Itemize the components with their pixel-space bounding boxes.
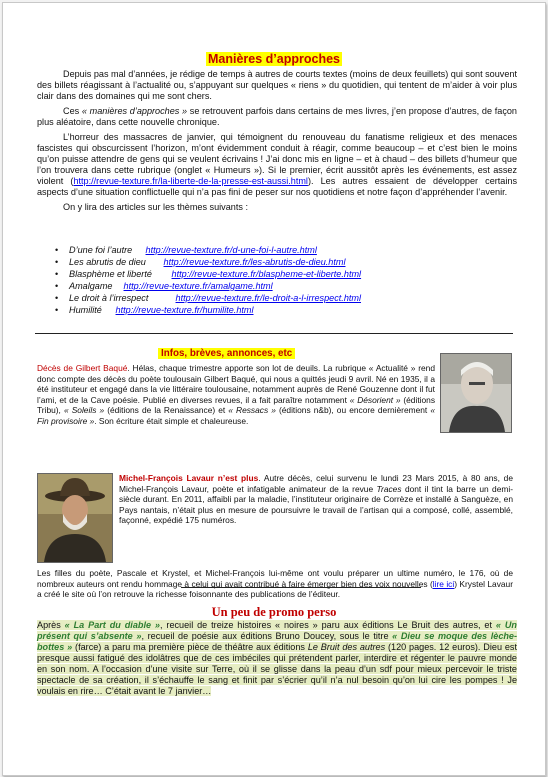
news1-t5: . Son écriture était simple et chaleureuse. [94,415,249,426]
portrait-michel-francois-lavaur [37,473,113,563]
news1-t2: (éditions Tribu), [37,394,436,416]
theme-link[interactable]: http://revue-texture.fr/blaspheme-et-liberte.html [171,269,362,279]
promo-e: (farce) a paru ma première pièce de théâtre aux éditions [72,642,308,652]
news2-lead: Michel-François Lavaur n’est plus [119,473,259,483]
link-liberte-presse[interactable]: http://revue-texture.fr/la-liberte-de-la-presse-est-aussi.html [73,176,308,186]
news1-lead: Décès de Gilbert Baqué [37,363,128,373]
link-lire-ici[interactable]: lire ici [432,578,455,589]
list-item [55,304,361,316]
promo-publisher: Le Bruit des autres [307,642,386,652]
list-item [55,292,361,304]
list-item [55,256,361,268]
theme-link[interactable]: http://revue-texture.fr/humilite.html [115,305,254,315]
promo-a: Après [37,620,65,630]
news1-e3: « Ressacs » [228,405,276,416]
news2-t3: ) Krystel Lavaur a créé le site où l’on retrouve la richesse foisonnante des publications de l’éditeur. [37,578,513,600]
theme-link[interactable]: http://revue-texture.fr/amalgame.html [123,281,273,291]
list-item [55,244,361,256]
portrait-gilbert-baque [440,353,512,433]
list-item [55,280,361,292]
news1-e1: « Désorient » [349,394,401,405]
list-item [55,268,361,280]
news1-t3: (éditions de la Renaissance) et [104,405,229,416]
intro-p2-pre: Ces [63,106,82,116]
news-gilbert-baque [37,363,435,427]
promo-d: , recueil de poésie aux éditions Bruno Doucey, sous le titre [141,631,393,641]
theme-link[interactable]: http://revue-texture.fr/le-droit-a-l-irrespect.html [175,293,361,303]
news1-t4: (éditions n&b), ou encore dernièrement [275,405,431,416]
intro-p1: Depuis pas mal d’années, je rédige de temps à autres de courts textes (moins de deux feuillets) qui sont souvent des billets réagissant à l’actualité ou, s’appuyant sur quelques « riens » du quotidien, qui tentent de m’aider à voir plus clair dans des domaines qui me sont chers. [37,69,517,101]
promo-paragraph [37,620,517,697]
intro-paragraph [37,132,517,198]
intro-paragraph [37,106,517,128]
news1-t1: . Hélas, chaque trimestre apporte son lot de deuils. La rubrique « Actualité » rend donc compte des décès du poète toulousain Gilbert Baqué, qui nous a quittés jeudi 9 avril. Né en 1935, il a été instituteur et engagé dans la vie littéraire toulousaine, notamment auprès de René Gouzenne dont il fut l’ami, et de la Cave poésie. Publié en diverses revues, il a fait paraître notamment [37,363,435,405]
newsletter-page [2,2,546,776]
promo-text [37,620,517,697]
theme-title: Amalgame [69,281,113,291]
theme-title: Humilité [69,305,102,315]
news-lavaur-cont [37,568,513,600]
intro-p3-a: L’horreur des massacres de janvier, qui témoignent du renouveau du fanatisme religieux et des menaces fascistes qui obscurcissent l’horizon, m’ont évidemment conduit à réagir, comme beaucoup – et c’est bien le moins qu’on puisse attendre de gens qui se veulent écrivains ! J’ai donc mis en ligne – et à chaud – des billets d’humeur que l’on trouvera dans cette rubrique (onglet « Humeurs »). Si le premier, écrit aussitôt après les événements, est assez violent ( [37,132,517,186]
section-heading-infos: Infos, brèves, annonces, etc [158,348,295,359]
news2-t2: dont il tint la barre un demi-siècle durant. En 2011, affaibli par la maladie, l’instituteur originaire de Corrèze et installé à Sanguèze, en Pays nantais, n’était plus en mesure de poursuivre le travail de l’artisan qui a composé, collé, assemblé, façonné, expédié 175 numéros. [119,483,513,526]
theme-title: D’une foi l’autre [69,245,133,255]
heading-text: Manières d’approches [208,52,340,66]
news-lavaur [119,473,513,526]
news1-e4: « Fin provisoire » [37,405,435,426]
theme-list [55,244,361,316]
theme-link[interactable]: http://revue-texture.fr/d-une-foi-l-autre.html [145,245,317,255]
promo-title-part-du-diable: « La Part du diable » [64,620,160,630]
news2-tail: Les filles du poète, Pascale et Krystel, et Michel-François lui-même ont voulu préparer un ultime numéro, le 176, où de nombreux auteurs ont rendu hommage à celui qui avait contribué à faire émerger bien des voix nouvelles ( [37,568,513,589]
intro-p2-post: se retrouvent parfois dans certains de mes livres, j’en propose d’autres, de façon plus aléatoire, dans cette nouvelle chronique. [37,106,517,127]
intro-p3-b: ). Les autres essaient de développer certains aspects d’une situation conflictuelle qui n’a pas fini de peser sur nos quotidiens et notre façon d’appréhender l’avenir. [37,176,517,197]
section-heading-promo: Un peu de promo perso [211,605,337,619]
intro-text [37,69,517,213]
divider [35,333,513,334]
section-heading-manieres [3,50,545,68]
promo-f: (120 pages. 12 euros). Dieu est presque aussi fatigué des idolâtres que de ces imbéciles qui prétendent parler, interdire et régenter le pauvre monde en son nom. A l’occasion d’une visite sur Terre, où il se glisse dans la peau d’un sdf pour mieux percevoir le triste spectacle de sa création, il s’échauffe le sang et finit par s’écrier qu’il n’a nul besoin qu’on lui cire les pompes ! Je voulais en rire… C’était avant le 7 janvier… [37,642,517,696]
theme-link[interactable]: http://revue-texture.fr/les-abrutis-de-dieu.html [163,257,346,267]
divider [181,587,421,588]
intro-p4: On y lira des articles sur les thèmes suivants : [63,202,248,212]
intro-paragraph [37,69,517,102]
intro-paragraph [37,202,517,213]
theme-title: Blasphème et liberté [69,269,152,279]
news1-e2: « Soleils » [63,405,105,416]
theme-title: Le droit à l’irrespect [69,293,149,303]
news2-e1: Traces [376,483,402,494]
promo-c: , recueil de treize histoires « noires » paru aux éditions Le Bruit des autres, et [160,620,496,630]
promo-title-dieu: « Dieu se moque des lèche-bottes » [37,631,518,652]
news2-t1: . Autre décès, celui survenu le lundi 23 Mars 2015, à 80 ans, de Michel-François Lavaur, poète et infatigable animateur de la revue [119,473,513,494]
intro-p2-em: « manières d’approches » [81,106,188,116]
promo-title-present: « Un présent qui s’absente » [37,620,517,641]
theme-title: Les abrutis de dieu [69,257,146,267]
